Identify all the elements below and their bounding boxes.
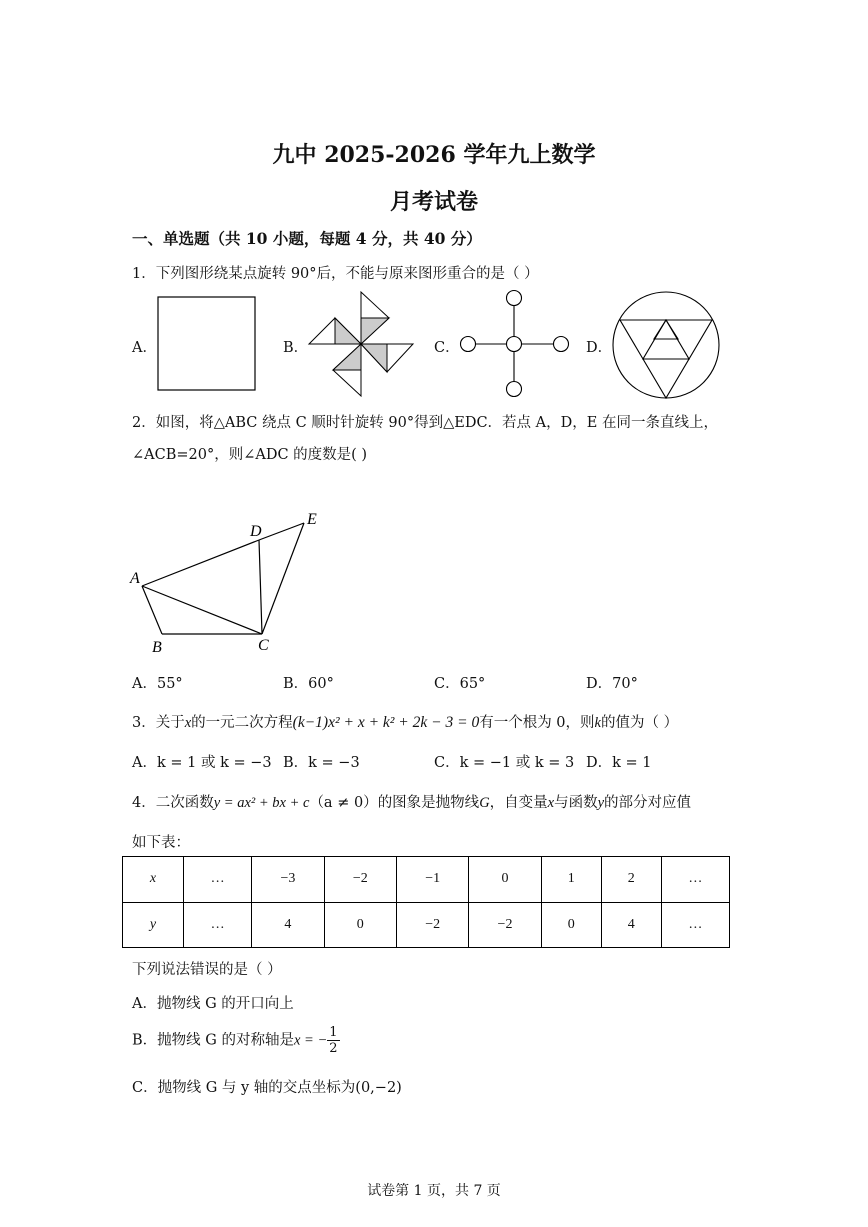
table-cell: … [661,857,729,903]
fraction-numerator: 1 [329,1025,338,1040]
q1-figure-square [156,295,258,393]
q4-option-c: C．抛物线 G 与 y 轴的交点坐标为(0,−2) [132,1080,402,1096]
q3-mid: 的一元二次方程 [191,715,293,731]
q1-option-c-label: C． [434,340,460,356]
table-cell: x [123,857,184,903]
q3-option-a: A．k = 1 或 k = −3 [132,755,272,771]
question-2-stem-line2: ∠ACB=20°，则∠ADC 的度数是( ) [132,447,368,463]
table-cell: 2 [601,857,661,903]
table-cell: 4 [601,902,661,948]
label-e: E [307,511,317,528]
q1-option-b-label: B． [283,340,309,356]
q1-figure-circle-triangles [610,290,722,400]
q4-prompt: 下列说法错误的是（ ） [132,962,282,978]
q1-option-a-label: A． [132,340,157,356]
label-c: C [258,637,269,654]
table-cell: 4 [252,902,324,948]
q3-mid2: 有一个根为 0，则 [479,715,595,731]
q3-equation: (k−1)x² + x + k² + 2k − 3 = 0 [292,714,480,731]
q4-function: y = ax² + bx + c [213,795,310,811]
q4-option-b-eq: x = − [293,1032,328,1049]
q1-figure-cross-circles [458,288,572,400]
q3-option-b: B．k = −3 [283,755,360,771]
question-4-stem-line2: 如下表： [132,835,190,851]
question-3-stem [132,711,678,732]
q4-part-d: 与函数 [554,795,598,811]
q2-option-d: D．70° [586,676,638,692]
table-cell: 1 [541,857,601,903]
value-table [122,856,730,948]
question-1-stem: 1．下列图形绕某点旋转 90°后，不能与原来图形重合的是（ ） [132,266,539,282]
table-cell: 0 [469,857,541,903]
table-cell: 0 [541,902,601,948]
section-heading: 一、单选题（共 10 小题，每题 4 分，共 40 分） [132,229,482,248]
q3-var-x: x [184,715,192,731]
label-d: D [250,523,262,540]
page-footer: 试卷第 1 页，共 7 页 [367,1183,501,1199]
q2-option-a: A．55° [132,676,183,692]
table-cell: 0 [324,902,396,948]
q3-suffix: 的值为（ ） [600,715,679,731]
q4-var-y: y [597,795,605,811]
q4-option-a: A．抛物线 G 的开口向上 [132,996,294,1012]
q4-part-e: 的部分对应值 [604,795,692,811]
q4-part-c: ，自变量 [489,795,548,811]
page-subtitle: 月考试卷 [389,189,478,215]
table-cell: … [184,902,252,948]
q4-part-a: 4．二次函数 [132,795,214,811]
label-a: A [130,570,140,587]
fraction-denominator: 2 [329,1041,338,1056]
q2-option-c: C．65° [434,676,486,692]
q4-option-b [132,1025,340,1056]
q2-figure-rotation [126,506,336,656]
table-cell: −2 [469,902,541,948]
q1-option-d-label: D． [586,340,613,356]
label-b: B [152,639,162,656]
q4-var-x: x [547,795,555,811]
q4-option-b-text: B．抛物线 G 的对称轴是 [132,1032,294,1049]
table-cell: −3 [252,857,324,903]
table-cell: … [184,857,252,903]
table-row [123,902,730,948]
table-cell: −2 [324,857,396,903]
q4-part-b: 的图象是抛物线 [377,795,480,811]
table-row [123,857,730,903]
q2-option-b: B．60° [283,676,334,692]
q3-option-c: C．k = −1 或 k = 3 [434,755,575,771]
question-4-stem-line1 [132,791,691,812]
q1-figure-pinwheel [305,290,417,400]
table-cell: −2 [396,902,468,948]
q3-option-d: D．k = 1 [586,755,652,771]
q4-var-g: G [479,795,490,811]
table-cell: y [123,902,184,948]
page-title: 九中 2025-2026 学年九上数学 [272,142,596,168]
table-cell: … [661,902,729,948]
table-cell: −1 [396,857,468,903]
question-2-stem-line1: 2．如图，将△ABC 绕点 C 顺时针旋转 90°得到△EDC．若点 A，D，E 在同一条直线上， [132,415,718,431]
fraction [327,1025,339,1056]
q3-var-k: k [594,715,601,731]
q3-prefix: 3．关于 [132,715,185,731]
q4-condition: （a ≠ 0） [309,795,378,811]
